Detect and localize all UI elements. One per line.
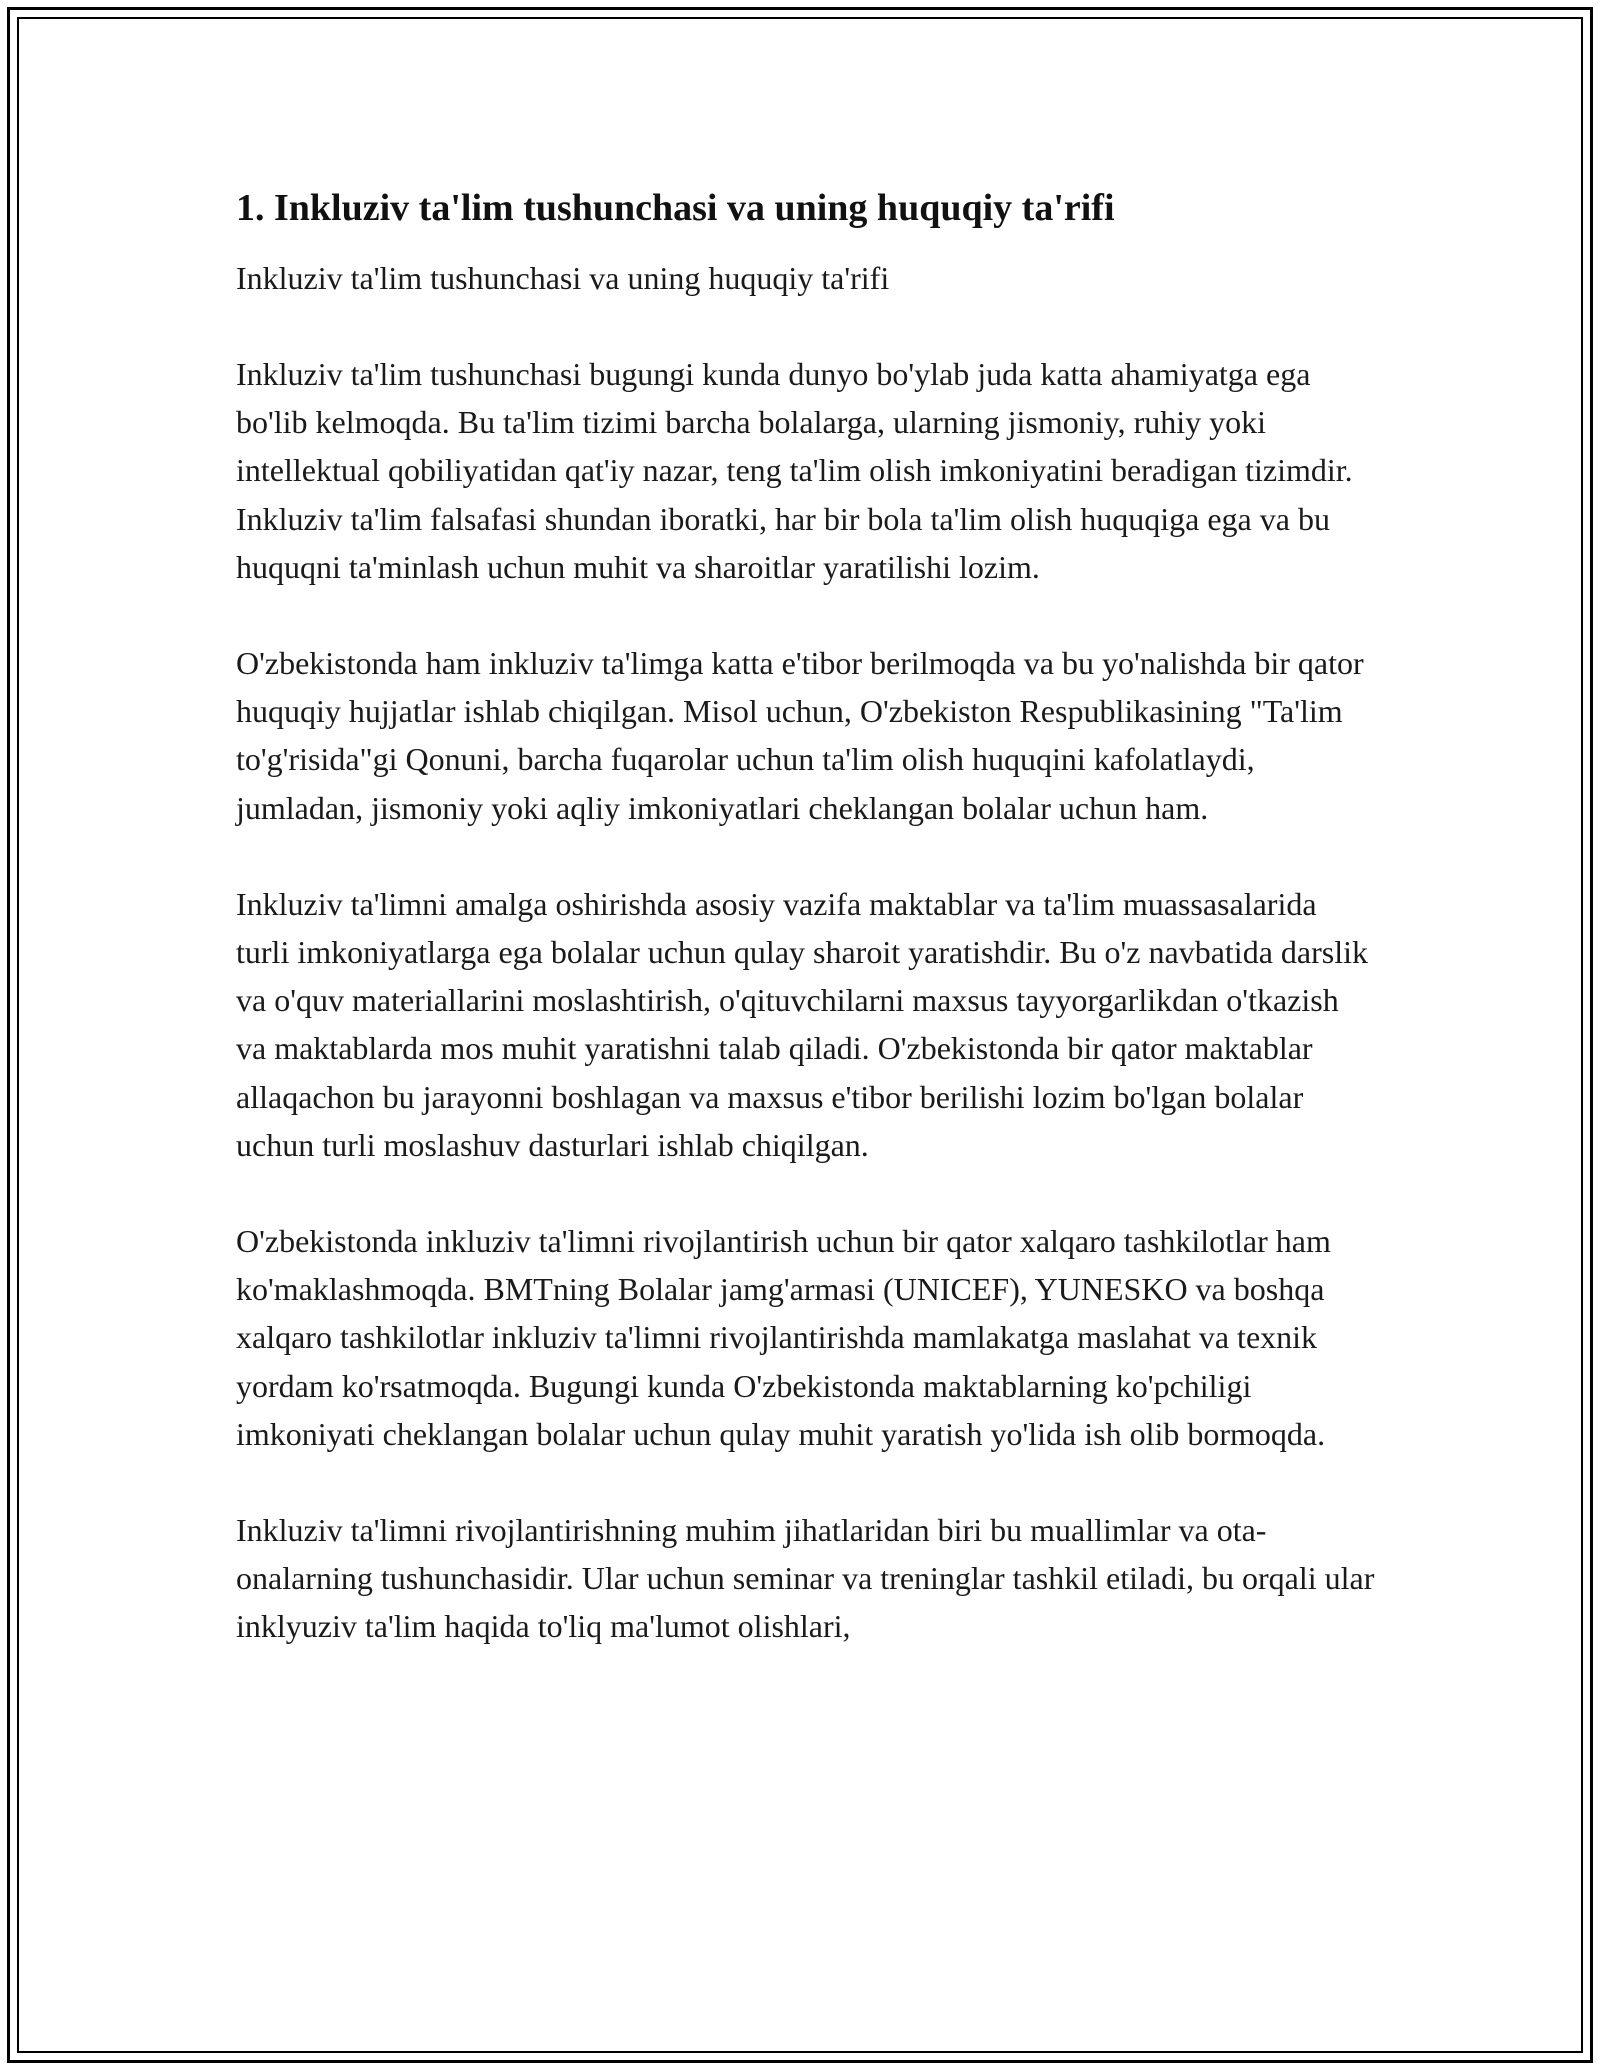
paragraph-1: Inkluziv ta'lim tushunchasi bugungi kunda dunyo bo'ylab juda katta ahamiyatga ega bo'lib kelmoqda. Bu ta'lim tizimi barcha bolalarga, ularning jismoniy, ruhiy yoki intellektual qobiliyatidan qat'iy nazar, teng ta'lim olish imkoniyatini beradigan tizimdir. Inkluziv ta'lim falsafasi shundan iboratki, har bir bola ta'lim olish huquqiga ega va bu huquqni ta'minlash uchun muhit va sharoitlar yaratilishi lozim. bbox=[236, 356, 1353, 585]
paragraph-5: Inkluziv ta'limni rivojlantirishning muhim jihatlaridan biri bu muallimlar va ota-onalarning tushunchasidir. Ular uchun seminar va treninglar tashkil etiladi, bu orqali ular inklyuziv ta'lim haqida to'liq ma'lumot olishlari, bbox=[236, 1512, 1375, 1645]
paragraph-3: Inkluziv ta'limni amalga oshirishda asosiy vazifa maktablar va ta'lim muassasalarida turli imkoniyatlarga ega bolalar uchun qulay sharoit yaratishdir. Bu o'z navbatida darslik va o'quv materiallarini moslashtirish, o'qituvchilarni maxsus tayyorgarlikdan o'tkazish va maktablarda mos muhit yaratishni talab qiladi. O'zbekistonda bir qator maktablar allaqachon bu jarayonni boshlagan va maxsus e'tibor berilishi lozim bo'lgan bolalar uchun turli moslashuv dasturlari ishlab chiqilgan. bbox=[236, 885, 1368, 1163]
section-subtitle: Inkluziv ta'lim tushunchasi va uning huquqiy ta'rifi bbox=[236, 260, 890, 296]
document-body bbox=[236, 184, 1376, 1699]
paragraph-4: O'zbekistonda inkluziv ta'limni rivojlantirish uchun bir qator xalqaro tashkilotlar ham ko'maklashmoqda. BMTning Bolalar jamg'armasi (UNICEF), YUNESKO va boshqa xalqaro tashkilotlar inkluziv ta'limni rivojlantirishda mamlakatga maslahat va texnik yordam ko'rsatmoqda. Bugungi kunda O'zbekistonda maktablarning ko'pchiligi imkoniyati cheklangan bolalar uchun qulay muhit yaratish yo'lida ish olib bormoqda. bbox=[236, 1223, 1331, 1452]
section-heading: 1. Inkluziv ta'lim tushunchasi va uning huquqiy ta'rifi bbox=[236, 187, 1115, 229]
paragraph-2: O'zbekistonda ham inkluziv ta'limga katta e'tibor berilmoqda va bu yo'nalishda bir qator huquqiy hujjatlar ishlab chiqilgan. Misol uchun, O'zbekiston Respublikasining "Ta'lim to'g'risida"gi Qonuni, barcha fuqarolar uchun ta'lim olish huquqini kafolatlaydi, jumladan, jismoniy yoki aqliy imkoniyatlari cheklangan bolalar uchun ham. bbox=[236, 645, 1364, 826]
